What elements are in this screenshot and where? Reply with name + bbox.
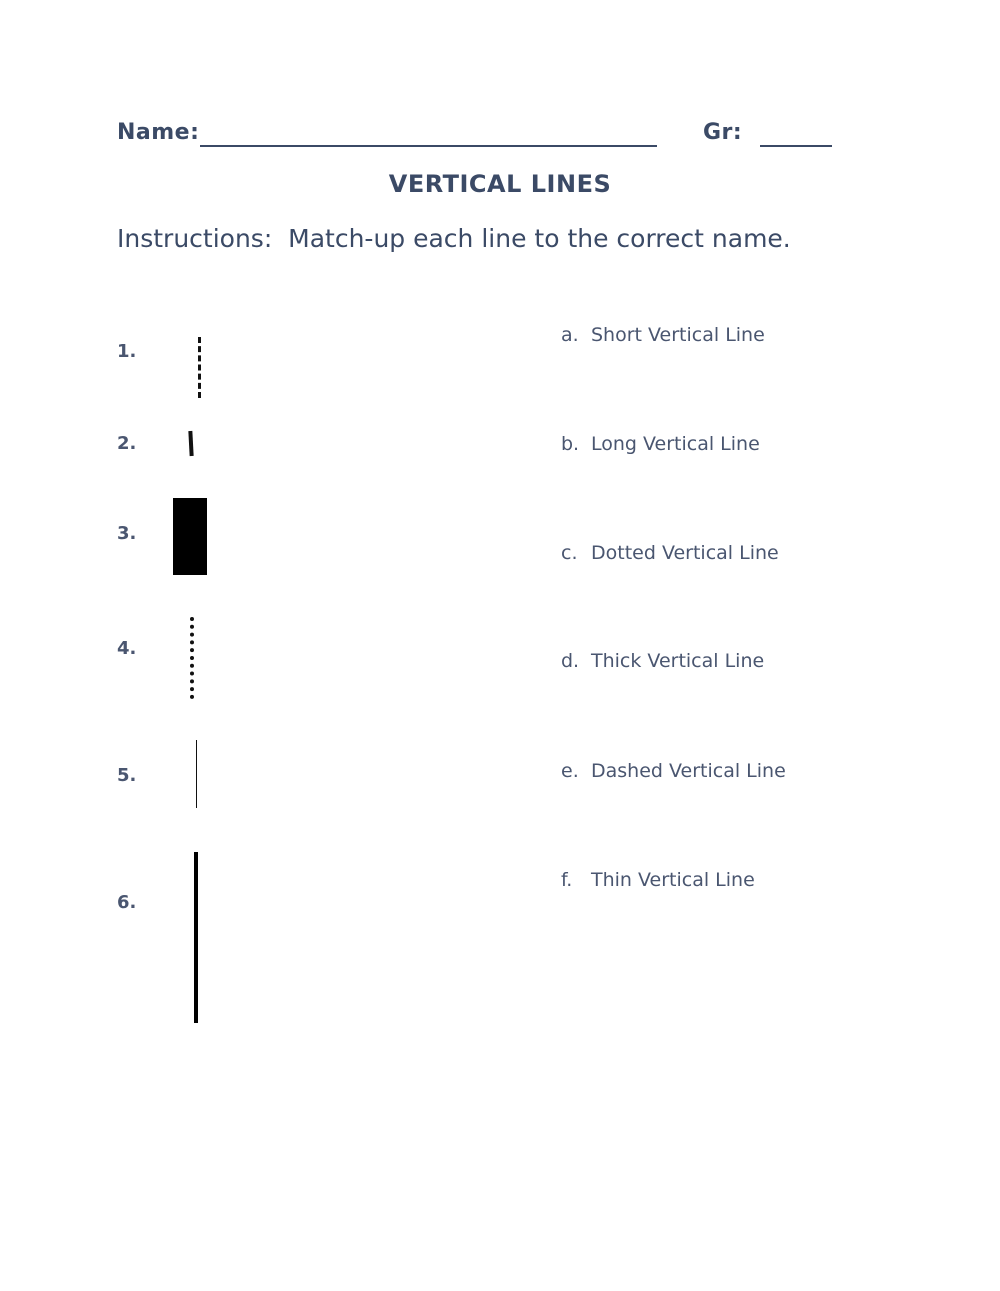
option-letter: a. (561, 324, 579, 346)
name-label: Name: (117, 120, 200, 145)
option-letter: c. (561, 542, 578, 564)
grade-label: Gr: (703, 120, 743, 145)
option-label: Thin Vertical Line (591, 869, 755, 891)
option-letter: e. (561, 760, 579, 782)
option-f (561, 869, 755, 891)
option-c (561, 542, 779, 564)
option-letter: d. (561, 650, 580, 672)
option-label: Thick Vertical Line (591, 650, 765, 672)
item-number-1: 1. (117, 341, 137, 362)
long-vertical-line (194, 852, 198, 1023)
option-a (561, 324, 765, 346)
option-label: Dotted Vertical Line (591, 542, 779, 564)
name-blank-line (200, 145, 657, 147)
short-vertical-line (188, 431, 193, 456)
option-label: Dashed Vertical Line (591, 760, 786, 782)
item-number-4: 4. (117, 638, 137, 659)
grade-blank-line (760, 145, 832, 147)
item-number-3: 3. (117, 523, 137, 544)
dotted-vertical-line (190, 617, 194, 699)
item-number-6: 6. (117, 892, 137, 913)
option-b (561, 433, 760, 455)
thick-vertical-line (173, 498, 207, 575)
option-d (561, 650, 764, 672)
option-label: Long Vertical Line (591, 433, 760, 455)
dashed-vertical-line (198, 337, 201, 398)
option-e (561, 760, 786, 782)
page-title: VERTICAL LINES (388, 170, 612, 198)
option-letter: f. (561, 869, 573, 891)
option-label: Short Vertical Line (591, 324, 765, 346)
item-number-5: 5. (117, 765, 137, 786)
item-number-2: 2. (117, 433, 137, 454)
thin-vertical-line (196, 740, 197, 808)
instructions-text: Instructions: Match-up each line to the correct name. (117, 224, 791, 253)
option-letter: b. (561, 433, 580, 455)
